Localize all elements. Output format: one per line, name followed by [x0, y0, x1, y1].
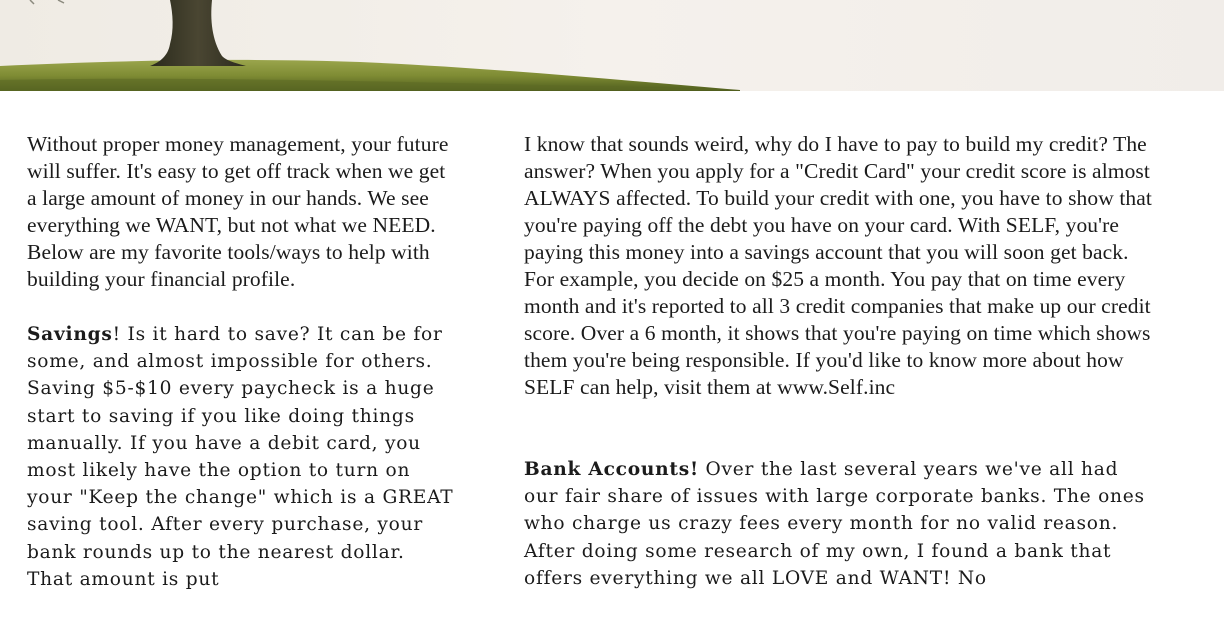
- savings-paragraph: [27, 321, 457, 593]
- bank-accounts-text: Over the last several years we've all had our fair share of issues with large corporate banks. The ones who charge us crazy fees every month for no valid reason. After doing some research of my own, I found a bank that offers everything we all LOVE and WANT! No: [524, 459, 1145, 589]
- intro-paragraph: Without proper money management, your future will suffer. It's easy to get off track when we get a large amount of money in our hands. We see everything we WANT, but not what we NEED. Below are my favorite tools/ways to help with building your financial profile.: [27, 132, 449, 291]
- right-column: [524, 131, 1154, 592]
- bank-accounts-heading: Bank Accounts!: [524, 459, 699, 480]
- hero-image: [0, 0, 1224, 91]
- savings-heading: Savings: [27, 324, 113, 345]
- left-column: [27, 131, 457, 593]
- bank-accounts-paragraph: [524, 456, 1154, 592]
- tree-hill-photo: [0, 0, 1224, 91]
- savings-text: ! Is it hard to save? It can be for some, and almost impossible for others. Saving $5-$10 every paycheck is a huge start to saving if you like doing things manually. If you have a debit card, you most likely have the option to turn on your "Keep the change" which is a GREAT saving tool. After every purchase, your bank rounds up to the nearest dollar. That amount is put: [27, 324, 454, 590]
- self-paragraph: I know that sounds weird, why do I have to pay to build my credit? The answer? When you apply for a "Credit Card" your credit score is almost ALWAYS affected. To build your credit with one, you have to show that you're paying off the debt you have on your card. With SELF, you're paying this money into a savings account that you will soon get back. For example, you decide on $25 a month. You pay that on time every month and it's reported to all 3 credit companies that make up our credit score. Over a 6 month, it shows that you're paying on time which shows them you're being responsible. If you'd like to know more about how SELF can help, visit them at www.Self.inc: [524, 132, 1152, 399]
